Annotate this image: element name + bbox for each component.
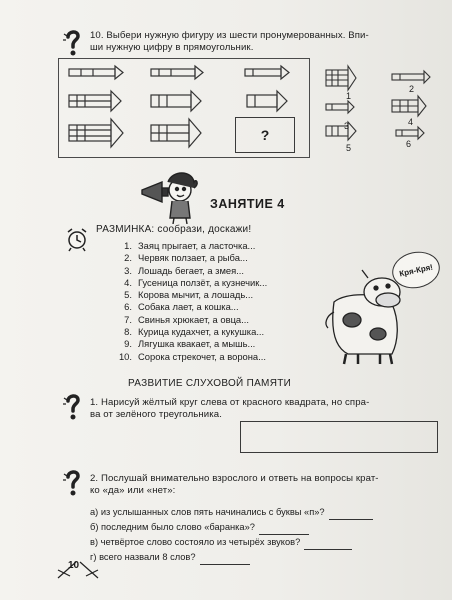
option-number-5: 5 xyxy=(346,143,352,153)
list-item: 5. Корова мычит, а лошадь... xyxy=(124,289,254,301)
task10-number: 10. xyxy=(90,30,104,41)
list-item: г) всего назвали 8 слов? xyxy=(90,550,373,565)
girl-megaphone-illustration xyxy=(140,168,202,224)
option-number-3: 3 xyxy=(344,121,350,131)
option-number-1: 1 xyxy=(346,91,352,101)
task10-line2: ши нужную цифру в прямоугольник. xyxy=(90,42,254,53)
memory-section-title: РАЗВИТИЕ СЛУХОВОЙ ПАМЯТИ xyxy=(128,378,292,389)
list-item: 3. Лошадь бегает, а змея... xyxy=(124,264,244,276)
memory-task1-line1: 1. Нарисуй жёлтый круг слева от красного квадрата, но спра- xyxy=(90,397,370,408)
memory-task1 xyxy=(90,397,442,421)
option-number-6: 6 xyxy=(406,139,412,149)
speech-bubble-text: Кря-Кря! xyxy=(398,262,434,278)
list-item: 9. Лягушка квакает, а мышь... xyxy=(124,338,256,350)
answer-questions xyxy=(90,505,373,565)
page-number: 10 xyxy=(68,560,80,571)
memory-task2 xyxy=(90,473,442,497)
question-mark-icon xyxy=(62,392,84,422)
option-number-2: 2 xyxy=(409,84,415,94)
list-item: 8. Курица кудахчет, а кукушка... xyxy=(124,326,265,338)
numbered-options xyxy=(318,64,440,152)
figure-puzzle-grid xyxy=(58,58,310,158)
list-item: 4. Гусеница ползёт, а кузнечик... xyxy=(124,276,268,288)
list-item: 1. Заяц прыгает, а ласточка... xyxy=(124,240,256,251)
question-mark-label: ? xyxy=(260,127,270,143)
question-mark-icon xyxy=(62,468,84,498)
list-item: в) четвёртое слово состояло из четырёх звуков? xyxy=(90,535,373,550)
answer-blank[interactable] xyxy=(304,541,352,550)
answer-blank[interactable] xyxy=(329,511,373,520)
answer-question-box[interactable] xyxy=(235,117,295,153)
list-item: 2. Червяк ползает, а рыба... xyxy=(124,252,248,264)
warmup-title: РАЗМИНКА: сообрази, доскажи! xyxy=(96,224,252,235)
lesson-title: ЗАНЯТИЕ 4 xyxy=(210,197,285,211)
memory-task2-line1: 2. Послушай внимательно взрослого и ответь на вопросы крат- xyxy=(90,473,379,484)
memory-task2-line2: ко «да» или «нет»: xyxy=(90,485,176,496)
warmup-list xyxy=(118,240,267,363)
question-mark-icon xyxy=(62,28,84,58)
task10-instruction xyxy=(90,30,442,54)
answer-blank[interactable] xyxy=(200,556,250,565)
option-number-4: 4 xyxy=(408,117,414,127)
list-item: б) последним было слово «баранка»? xyxy=(90,520,373,535)
list-item: 10. Сорока стрекочет, а ворона... xyxy=(118,350,266,362)
list-item: 6. Собака лает, а кошка... xyxy=(124,301,239,313)
drawing-answer-box[interactable] xyxy=(240,421,438,453)
list-item: 7. Свинья хрюкает, а овца... xyxy=(124,313,249,325)
memory-task1-line2: ва от зелёного треугольника. xyxy=(90,409,222,420)
list-item: а) из услышанных слов пять начинались с буквы «п»? xyxy=(90,505,373,520)
alarm-clock-icon xyxy=(64,226,90,252)
task10-line1: Выбери нужную фигуру из шести пронумерованных. Впи- xyxy=(106,30,369,41)
answer-blank[interactable] xyxy=(259,526,309,535)
